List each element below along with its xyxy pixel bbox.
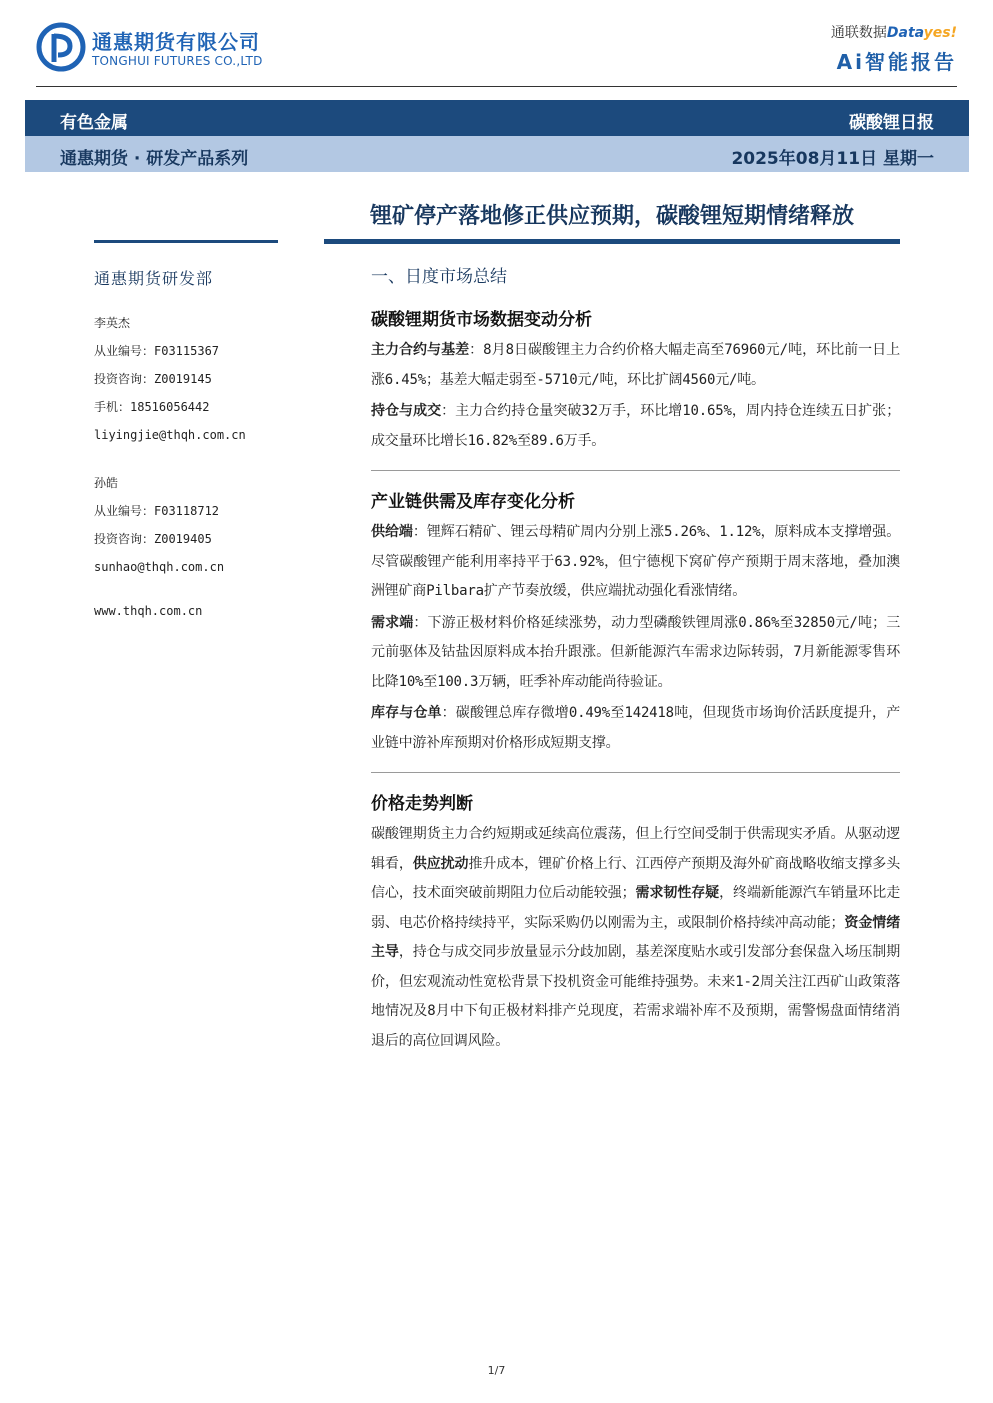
partner-brand: 通联数据Datayes!: [830, 25, 957, 41]
report-body: [371, 262, 900, 1058]
company-logo-icon: [36, 22, 86, 72]
paragraph: 主力合约与基差：8月8日碳酸锂主力合约价格大幅走高至76960元/吨，环比前一日上涨6.45%；基差大幅走弱至-5710元/吨，环比扩阔4560元/吨。: [371, 342, 900, 388]
website-link[interactable]: www.thqh.com.cn: [94, 604, 203, 618]
paragraph: 需求端：下游正极材料价格延续涨势，动力型磷酸铁锂周涨0.86%至32850元/吨；三元前驱体及钴盐因原料成本抬升跟涨。但新能源汽车需求边际转弱，7月新能源零售环比降10%至100.3万辆，旺季补库动能尚待验证。: [371, 614, 900, 690]
analyst-advisory: 投资咨询：Z0019405: [94, 532, 212, 546]
analyst-license: 从业编号：F03115367: [94, 344, 220, 358]
analyst-email[interactable]: sunhao@thqh.com.cn: [94, 560, 225, 574]
sidebar-rule: [94, 240, 278, 243]
analyst-email[interactable]: liyingjie@thqh.com.cn: [94, 428, 246, 442]
analyst-name: 李英杰: [94, 316, 131, 330]
report-type-label: 碳酸锂日报: [849, 113, 934, 133]
header-divider: [36, 86, 957, 87]
analyst-phone: 手机：18516056442: [94, 400, 210, 414]
partner-logo: [797, 22, 957, 72]
paragraph: 供给端：锂辉石精矿、锂云母精矿周内分别上涨5.26%、1.12%，原料成本支撑增强。尽管碳酸锂产能利用率持平于63.92%，但宁德枧下窝矿停产预期于周末落地，叠加澳洲锂矿商Pilbara扩产节奏放缓，供应端扰动强化看涨情绪。: [371, 524, 900, 599]
title-underline: [324, 239, 900, 244]
subsection-title: 价格走势判断: [371, 794, 473, 814]
subsection-title: 产业链供需及库存变化分析: [371, 492, 575, 512]
series-label: 通惠期货 · 研发产品系列: [60, 149, 249, 169]
analyst-advisory: 投资咨询：Z0019145: [94, 372, 212, 386]
ai-report-label: Ai智能报告: [836, 50, 957, 74]
company-logo: [36, 22, 296, 74]
section-divider: [371, 772, 900, 773]
sidebar: [94, 266, 304, 625]
paragraph: 库存与仓单：碳酸锂总库存微增0.49%至142418吨，但现货市场询价活跃度提升，产业链中游补库预期对价格形成短期支撑。: [371, 705, 900, 751]
report-title: 锂矿停产落地修正供应预期，碳酸锂短期情绪释放: [369, 204, 854, 229]
analyst-name: 孙皓: [94, 476, 119, 490]
analyst-license: 从业编号：F03118712: [94, 504, 220, 518]
paragraph: 碳酸锂期货主力合约短期或延续高位震荡，但上行空间受制于供需现实矛盾。从驱动逻辑看，供应扰动推升成本，锂矿价格上行、江西停产预期及海外矿商战略收缩支撑多头信心，技术面突破前期阻力位后动能较强；需求韧性存疑，终端新能源汽车销量环比走弱、电芯价格持续持平，实际采购仍以刚需为主，或限制价格持续冲高动能；资金情绪主导，持仓与成交同步放量显示分歧加剧，基差深度贴水或引发部分套保盘入场压制期价，但宏观流动性宽松背景下投机资金可能维持强势。未来1-2周关注江西矿山政策落地情况及8月中下旬正极材料排产兑现度，若需求端补库不及预期，需警惕盘面情绪消退后的高位回调风险。: [371, 826, 900, 1049]
paragraph: 持仓与成交：主力合约持仓量突破32万手，环比增10.65%，周内持仓连续五日扩张；成交量环比增长16.82%至89.6万手。: [371, 403, 901, 449]
company-name-cn: 通惠期货有限公司: [92, 30, 260, 54]
series-band: [25, 136, 969, 172]
company-name-en: TONGHUI FUTURES CO.,LTD: [92, 54, 263, 68]
category-band: [25, 100, 969, 136]
section-heading: 一、日度市场总结: [371, 267, 507, 287]
subsection-title: 碳酸锂期货市场数据变动分析: [371, 310, 592, 330]
category-label: 有色金属: [60, 113, 128, 133]
report-date: 2025年08月11日 星期一: [731, 149, 934, 169]
page-number: 1/7: [487, 1364, 506, 1377]
department-name: 通惠期货研发部: [94, 269, 214, 288]
section-divider: [371, 470, 900, 471]
